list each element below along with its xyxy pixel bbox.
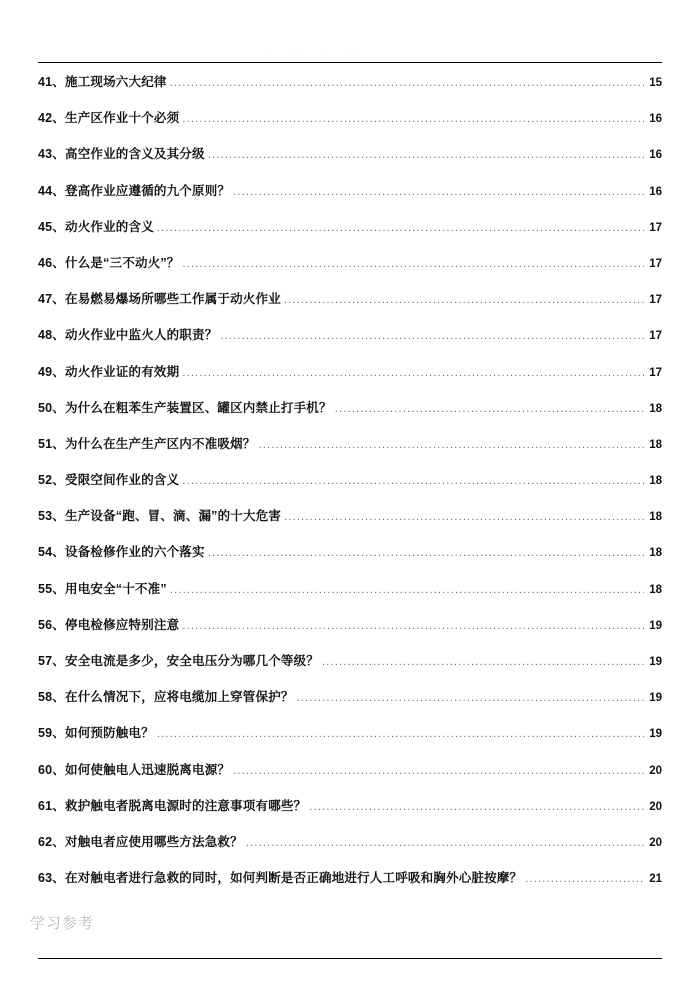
toc-entry-label: 49、动火作业证的有效期 (38, 364, 180, 379)
footer-divider (38, 958, 662, 959)
toc-entry-label: 62、对触电者应使用哪些方法急救？ (38, 834, 243, 849)
toc-entry-label: 45、动火作业的含义 (38, 219, 154, 234)
toc-entry[interactable] (38, 832, 662, 868)
toc-entry-page-number: 19 (649, 692, 662, 705)
watermark: 学习参考 (30, 914, 95, 932)
toc-entry-page-number: 15 (649, 77, 662, 89)
toc-entry-label: 43、高空作业的含义及其分级 (38, 147, 205, 162)
toc-entry[interactable] (38, 579, 662, 615)
toc-leader-dots (259, 439, 644, 450)
toc-entry-page-number: 16 (649, 185, 662, 198)
toc-entry-page-number: 18 (649, 547, 662, 560)
toc-entry-label: 51、为什么在生产生产区内不准吸烟？ (38, 436, 256, 451)
toc-entry[interactable] (38, 470, 662, 506)
toc-entry-label: 56、停电检修应特别注意 (38, 617, 180, 632)
toc-leader-dots (233, 765, 644, 776)
toc-entry-page-number: 21 (649, 873, 662, 886)
toc-leader-dots (525, 873, 644, 884)
toc-leader-dots (208, 547, 644, 558)
toc-entry-label: 61、救护触电者脱离电源时的注意事项有哪些？ (38, 798, 307, 813)
toc-leader-dots (246, 837, 644, 848)
toc-leader-dots (220, 330, 644, 341)
toc-entry-page-number: 17 (649, 366, 662, 379)
toc-entry[interactable] (38, 325, 662, 361)
toc-entry-label: 60、如何使触电人迅速脱离电源？ (38, 762, 231, 777)
toc-entry-label: 58、在什么情况下，应将电缆加上穿管保护？ (38, 690, 294, 705)
toc-entry-page-number: 19 (649, 728, 662, 741)
toc-entry[interactable] (38, 289, 662, 325)
toc-entry-label: 50、为什么在粗苯生产装置区、罐区内禁止打手机？ (38, 400, 332, 415)
header-divider (38, 62, 662, 63)
toc-leader-dots (309, 801, 644, 812)
toc-entry[interactable] (38, 723, 662, 759)
toc-leader-dots (182, 113, 644, 124)
toc-entry-page-number: 16 (649, 113, 662, 126)
toc-entry-page-number: 18 (649, 475, 662, 488)
toc-entry-label: 48、动火作业中监火人的职责？ (38, 328, 218, 343)
toc-entry-page-number: 19 (649, 619, 662, 632)
toc-leader-dots (170, 77, 644, 88)
toc-leader-dots (182, 620, 644, 631)
toc-entry-label: 47、在易燃易爆场所哪些工作属于动火作业 (38, 292, 281, 307)
toc-entry-page-number: 20 (649, 836, 662, 849)
toc-entry[interactable] (38, 398, 662, 434)
toc-leader-dots (182, 475, 644, 486)
toc-entry[interactable] (38, 506, 662, 542)
toc-entry[interactable] (38, 434, 662, 470)
toc-entry[interactable] (38, 72, 662, 108)
toc-entry-label: 57、安全电流是多少，安全电压分为哪几个等级？ (38, 654, 320, 668)
toc-entry-page-number: 17 (649, 257, 662, 270)
toc-entry[interactable] (38, 253, 662, 289)
toc-entry-page-number: 18 (649, 402, 662, 415)
toc-entry[interactable] (38, 108, 662, 144)
toc-entry-page-number: 18 (649, 511, 662, 524)
toc-leader-dots (233, 186, 644, 197)
toc-leader-dots (157, 222, 644, 233)
toc-leader-dots (157, 728, 644, 739)
toc-entry-page-number: 17 (649, 221, 662, 234)
toc-leader-dots (183, 258, 644, 269)
toc-entry[interactable] (38, 615, 662, 651)
toc-entry-page-number: 17 (649, 294, 662, 307)
toc-entry-page-number: 19 (649, 656, 662, 668)
table-of-contents (38, 72, 662, 904)
toc-leader-dots (297, 692, 644, 703)
toc-entry-label: 53、生产设备“跑、冒、滴、漏”的十大危害 (38, 509, 282, 524)
toc-entry[interactable] (38, 181, 662, 217)
toc-entry-label: 55、用电安全“十不准” (38, 581, 167, 596)
toc-entry-label: 52、受限空间作业的含义 (38, 473, 180, 488)
toc-entry-page-number: 17 (649, 330, 662, 343)
toc-entry[interactable] (38, 217, 662, 253)
toc-leader-dots (322, 656, 644, 667)
toc-entry-label: 44、登高作业应遵循的九个原则？ (38, 183, 231, 198)
toc-entry-page-number: 16 (649, 149, 662, 162)
toc-leader-dots (182, 367, 644, 378)
toc-leader-dots (335, 403, 644, 414)
toc-entry[interactable] (38, 796, 662, 832)
toc-leader-dots (208, 149, 644, 160)
toc-entry-label: 59、如何预防触电？ (38, 726, 154, 741)
toc-entry-label: 46、什么是“三不动火”？ (38, 255, 180, 270)
toc-entry[interactable] (38, 687, 662, 723)
toc-entry-label: 54、设备检修作业的六个落实 (38, 545, 205, 560)
toc-entry-page-number: 20 (649, 800, 662, 813)
header-faint-marks: · ·· · ·· (270, 50, 365, 59)
toc-entry[interactable] (38, 362, 662, 398)
toc-entry[interactable] (38, 651, 662, 687)
toc-entry[interactable] (38, 144, 662, 180)
toc-entry-page-number: 18 (649, 583, 662, 596)
toc-entry-label: 41、施工现场六大纪律 (38, 75, 167, 89)
toc-entry-page-number: 18 (649, 438, 662, 451)
toc-leader-dots (284, 294, 644, 305)
toc-entry[interactable] (38, 868, 662, 904)
toc-entry-label: 63、在对触电者进行急救的同时，如何判断是否正确地进行人工呼吸和胸外心脏按摩？ (38, 871, 523, 886)
toc-leader-dots (284, 511, 644, 522)
toc-leader-dots (170, 584, 644, 595)
toc-entry-page-number: 20 (649, 764, 662, 777)
toc-entry-label: 42、生产区作业十个必须 (38, 111, 180, 126)
toc-entry[interactable] (38, 542, 662, 578)
toc-entry[interactable] (38, 760, 662, 796)
